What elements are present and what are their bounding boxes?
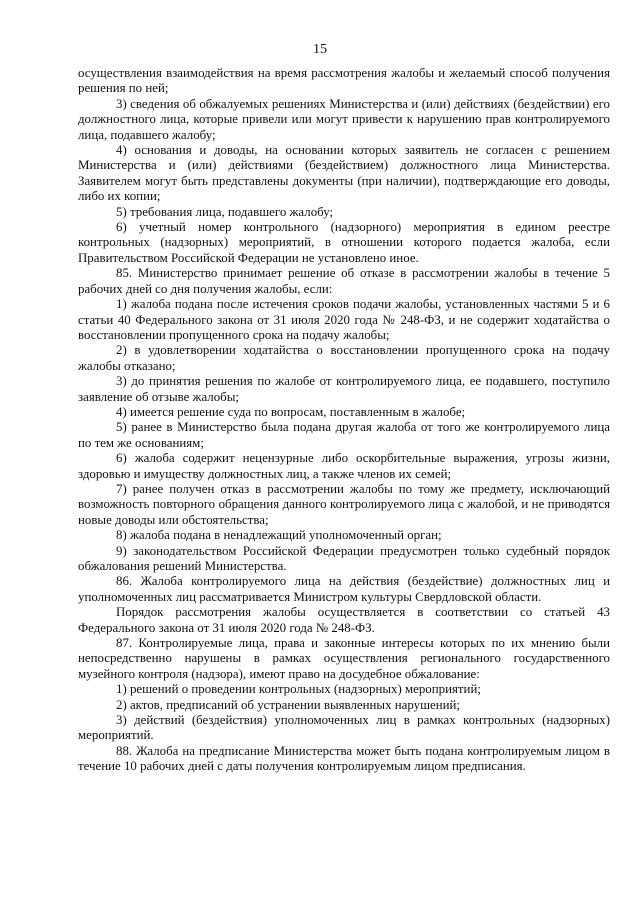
paragraph-85-item-8: 8) жалоба подана в ненадлежащий уполномоченный орган; — [116, 528, 442, 543]
paragraph-clause-87: 87. Контролируемые лица, права и законные интересы которых по их мнению были непосредственно нарушены в рамках осуществления регионального государственного музейного контроля (надзора), имеют право на досудебное обжалование: — [78, 636, 610, 681]
paragraph-item-4-grounds: 4) основания и доводы, на основании которых заявитель не согласен с решением Министерства и (или) действиями (бездействием) должностного лица Министерства. Заявителем могут быть представлены документы (при наличии), подтверждающие его доводы, либо их копии; — [78, 143, 610, 204]
paragraph-clause-88: 88. Жалоба на предписание Министерства может быть подана контролируемым лицом в течение 10 рабочих дней с даты получения контролируемым лицом предписания. — [78, 743, 610, 774]
paragraph-85-item-1: 1) жалоба подана после истечения сроков подачи жалобы, установленных частями 5 и 6 статьи 40 Федерального закона от 31 июля 2020 года № 248-ФЗ, и не содержит ходатайства о восстановлении пропущенного срока на подачу жалобы; — [78, 297, 610, 342]
paragraph-85-item-2: 2) в удовлетворении ходатайства о восстановлении пропущенного срока на подачу жалобы отказано; — [78, 343, 610, 373]
paragraph-item-5-requirements: 5) требования лица, подавшего жалобу; — [116, 204, 334, 219]
paragraph-item-3-complaint-decisions: 3) сведения об обжалуемых решениях Министерства и (или) действиях (бездействии) его должностного лица, которые привели или могут привести к нарушению прав контролируемого лица, подавшего жалобу; — [78, 96, 610, 142]
paragraph-87-item-3: 3) действий (бездействия) уполномоченных лиц в рамках контрольных (надзорных) мероприятий. — [78, 713, 610, 743]
paragraph-item-6-registry-number: 6) учетный номер контрольного (надзорного) мероприятия в едином реестре контрольных (надзорных) мероприятий, в отношении которого подается жалоба, если Правительством Российской Федерации не установлено иное. — [78, 220, 610, 265]
paragraph-87-item-2: 2) актов, предписаний об устранении выявленных нарушений; — [116, 697, 461, 712]
page-number: 15 — [313, 42, 327, 57]
paragraph-85-item-6: 6) жалоба содержит нецензурные либо оскорбительные выражения, угрозы жизни, здоровью и имуществу должностных лиц, а также членов их семей; — [78, 451, 610, 481]
paragraph-clause-85: 85. Министерство принимает решение об отказе в рассмотрении жалобы в течение 5 рабочих дней со дня получения жалобы, если: — [78, 266, 610, 296]
paragraph-85-item-5: 5) ранее в Министерство была подана другая жалоба от того же контролируемого лица по тем же основаниям; — [78, 420, 610, 450]
paragraph-continuation: осуществления взаимодействия на время рассмотрения жалобы и желаемый способ получения решения по ней; — [78, 66, 610, 96]
paragraph-85-item-4: 4) имеется решение суда по вопросам, поставленным в жалобе; — [116, 404, 466, 419]
paragraph-review-procedure: Порядок рассмотрения жалобы осуществляется в соответствии со статьей 43 Федерального закона от 31 июля 2020 года № 248-ФЗ. — [78, 605, 610, 635]
paragraph-85-item-3: 3) до принятия решения по жалобе от контролируемого лица, ее подавшего, поступило заявление об отзыве жалобы; — [78, 374, 610, 404]
paragraph-87-item-1: 1) решений о проведении контрольных (надзорных) мероприятий; — [116, 682, 481, 697]
paragraph-85-item-7: 7) ранее получен отказ в рассмотрении жалобы по тому же предмету, исключающий возможность повторного обращения данного контролируемого лица с жалобой, и не приводятся новые доводы или обстоятельства; — [78, 481, 610, 527]
paragraph-clause-86: 86. Жалоба контролируемого лица на действия (бездействие) должностных лиц и уполномоченных лиц рассматривается Министром культуры Свердловской области. — [78, 574, 610, 604]
paragraph-85-item-9: 9) законодательством Российской Федерации предусмотрен только судебный порядок обжалования решений Министерства. — [78, 543, 610, 573]
document-body — [78, 66, 610, 775]
